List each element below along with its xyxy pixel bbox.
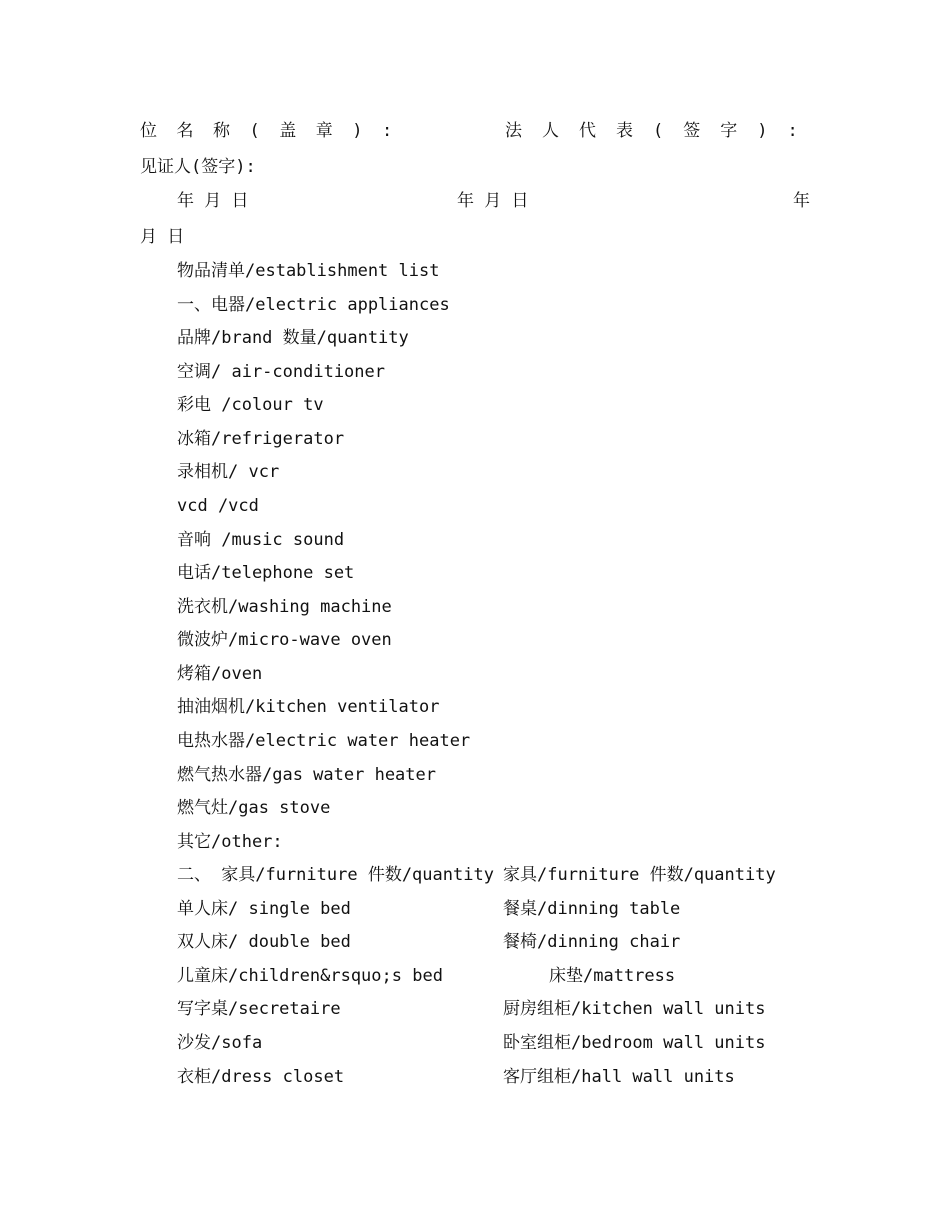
list-item: 燃气热水器/gas water heater [177,765,436,785]
list-title: 物品清单/establishment list [177,261,440,281]
furniture-heading-left: 二、 家具/furniture 件数/quantity [177,865,494,885]
list-item: 其它/other: [177,832,283,852]
furniture-item-left: 衣柜/dress closet [177,1067,345,1087]
appliances-columns: 品牌/brand 数量/quantity [177,328,409,348]
furniture-item-right: 床垫/mattress [549,966,676,986]
furniture-item-left: 单人床/ single bed [177,899,351,919]
witness-signature-label: 见证人(签字): [140,157,256,177]
furniture-item-left: 双人床/ double bed [177,932,351,952]
list-item: 微波炉/micro-wave oven [177,630,392,650]
list-item: 烤箱/oven [177,664,263,684]
list-item: 燃气灶/gas stove [177,798,331,818]
list-item: 电话/telephone set [177,563,355,583]
furniture-item-left: 沙发/sofa [177,1033,263,1053]
legal-rep-signature-label: 法人代表(签字): [505,121,818,141]
list-item: 彩电 /colour tv [177,395,324,415]
furniture-item-right: 客厅组柜/hall wall units [503,1067,735,1087]
list-item: vcd /vcd [177,496,259,516]
date-line-1: 年 月 日 [177,191,249,211]
list-item: 洗衣机/washing machine [177,597,392,617]
date-line-2: 年 月 日 [457,191,529,211]
list-item: 空调/ air-conditioner [177,362,385,382]
list-item: 录相机/ vcr [177,462,280,482]
date-line-3-year: 年 [793,191,810,211]
furniture-item-right: 餐椅/dinning chair [503,932,681,952]
date-line-3-rest: 月 日 [140,227,185,247]
list-item: 电热水器/electric water heater [177,731,471,751]
furniture-item-right: 餐桌/dinning table [503,899,681,919]
furniture-item-left: 儿童床/children&rsquo;s bed [177,966,443,986]
unit-name-signature-label: 位名称(盖章): [140,121,412,141]
furniture-item-right: 卧室组柜/bedroom wall units [503,1033,766,1053]
furniture-item-right: 厨房组柜/kitchen wall units [503,999,766,1019]
furniture-item-left: 写字桌/secretaire [177,999,341,1019]
list-item: 冰箱/refrigerator [177,429,345,449]
furniture-heading-right: 家具/furniture 件数/quantity [503,865,776,885]
appliances-heading: 一、电器/electric appliances [177,295,450,315]
list-item: 抽油烟机/kitchen ventilator [177,697,440,717]
list-item: 音响 /music sound [177,530,345,550]
